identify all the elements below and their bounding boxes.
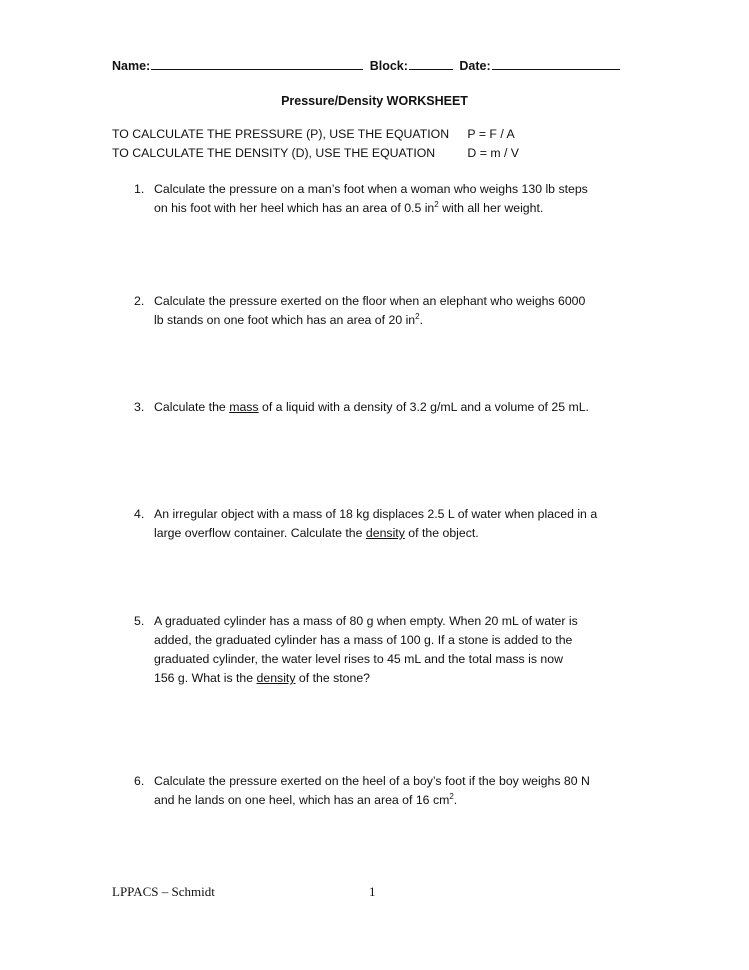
question-text-line: 156 g. What is the [154, 671, 257, 685]
question-text-line: of the object. [404, 526, 479, 540]
density-equation-text: TO CALCULATE THE DENSITY (D), USE THE EQUATION [112, 146, 436, 160]
question-text-line: graduated cylinder, the water level rises to 45 mL and the total mass is now [154, 652, 563, 666]
density-equation-row [112, 146, 519, 160]
question-text-line: and he lands on one heel, which has an area of 16 cm [154, 793, 450, 807]
question-text-line: . [419, 313, 424, 327]
name-blank[interactable] [151, 57, 363, 70]
question-text-line: . [453, 793, 458, 807]
superscript: 2 [449, 792, 454, 801]
question-number: 5. [134, 614, 145, 628]
page-number: 1 [369, 884, 376, 899]
question-text-line: of a liquid with a density of 3.2 g/mL and a volume of 25 mL. [258, 400, 589, 414]
date-label: Date: [459, 59, 491, 73]
question-number: 4. [134, 507, 145, 521]
question-text-line: of the stone? [295, 671, 371, 685]
pressure-equation-text: TO CALCULATE THE PRESSURE (P), USE THE EQUATION [112, 127, 450, 141]
block-label: Block: [369, 59, 408, 73]
underlined-keyword: density [256, 671, 296, 685]
pressure-formula: P = F / A [467, 127, 515, 141]
question-text-line: Calculate the [154, 400, 230, 414]
underlined-keyword: mass [229, 400, 259, 414]
question-5 [134, 612, 654, 688]
superscript: 2 [415, 312, 420, 321]
question-text-line: Calculate the pressure exerted on the heel of a boy’s foot if the boy weighs 80 N [154, 774, 590, 788]
underlined-keyword: density [365, 526, 405, 540]
question-text-line: on his foot with her heel which has an area of 0.5 in [154, 201, 435, 215]
header-fields [112, 57, 749, 73]
pressure-equation-row [112, 127, 515, 141]
footer-author: LPPACS – Schmidt [112, 884, 215, 899]
worksheet-title: Pressure/Density WORKSHEET [281, 94, 468, 108]
question-3 [134, 398, 654, 417]
question-text-line: A graduated cylinder has a mass of 80 g when empty. When 20 mL of water is [154, 614, 578, 628]
question-text-line: An irregular object with a mass of 18 kg displaces 2.5 L of water when placed in a [154, 507, 598, 521]
question-text-line: Calculate the pressure on a man’s foot when a woman who weighs 130 lb steps [154, 182, 588, 196]
block-blank[interactable] [409, 57, 453, 70]
name-label: Name: [112, 59, 151, 73]
question-text-line: with all her weight. [438, 201, 544, 215]
question-1 [134, 180, 654, 218]
question-number: 3. [134, 400, 145, 414]
question-text-line: lb stands on one foot which has an area of 20 in [154, 313, 416, 327]
density-formula: D = m / V [467, 146, 520, 160]
question-text-line: large overflow container. Calculate the [154, 526, 366, 540]
superscript: 2 [434, 200, 439, 209]
question-text-line: added, the graduated cylinder has a mass of 100 g. If a stone is added to the [154, 633, 573, 647]
question-number: 1. [134, 182, 145, 196]
date-blank[interactable] [492, 57, 620, 70]
question-4 [134, 505, 654, 543]
question-text-line: Calculate the pressure exerted on the floor when an elephant who weighs 6000 [154, 294, 586, 308]
question-number: 6. [134, 774, 145, 788]
question-number: 2. [134, 294, 145, 308]
question-2 [134, 292, 654, 330]
question-6 [134, 772, 654, 810]
